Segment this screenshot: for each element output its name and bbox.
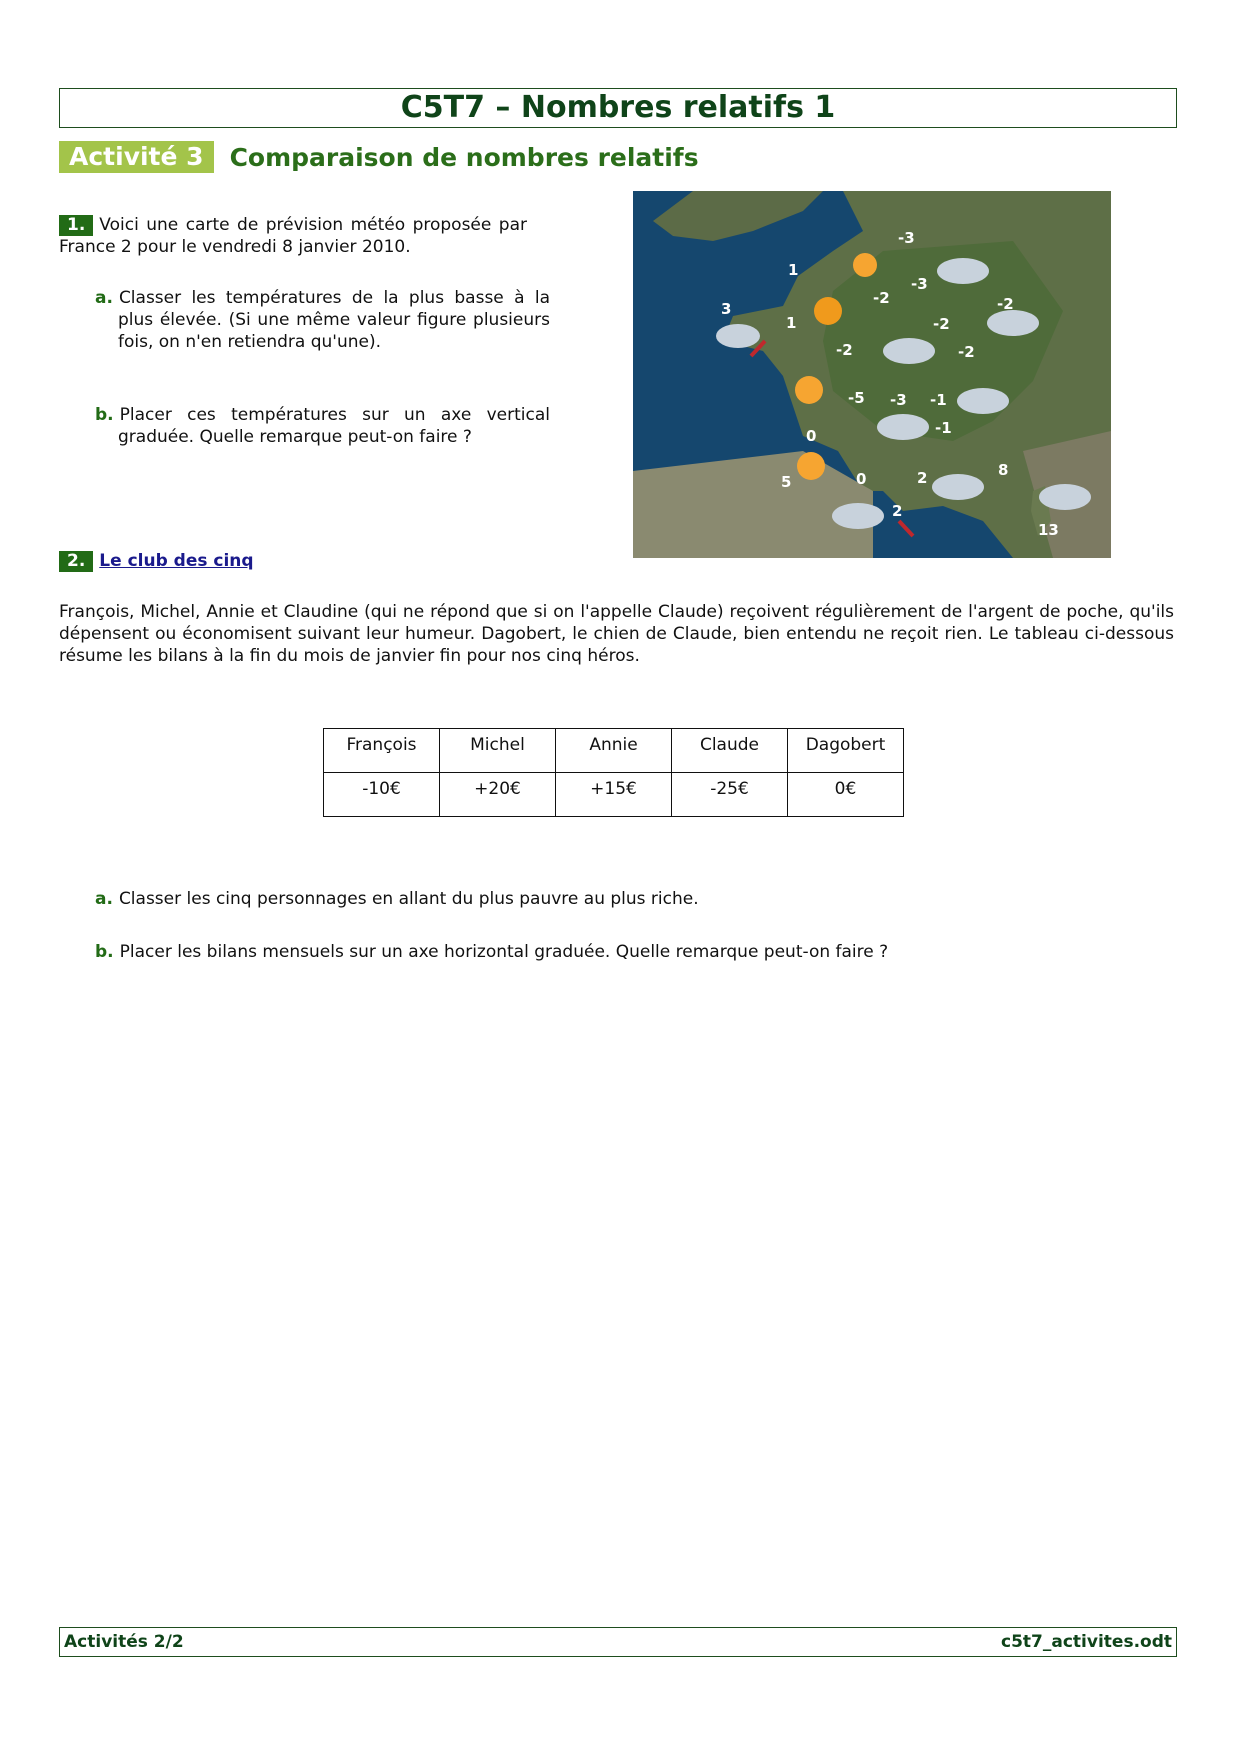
page-title: C5T7 – Nombres relatifs 1 [59, 88, 1177, 128]
question-2a [95, 888, 1095, 910]
activity-title: Comparaison de nombres relatifs [229, 142, 699, 172]
table-cell: +20€ [440, 773, 556, 817]
question-2b-label: b. [95, 942, 114, 962]
temp-label: -2 [836, 341, 853, 359]
balance-table [323, 728, 904, 817]
temp-label: 5 [781, 473, 792, 491]
table-cell: 0€ [788, 773, 904, 817]
question-1a [95, 287, 550, 353]
question-2a-label: a. [95, 889, 113, 909]
table-cell: Claude [672, 729, 788, 773]
question-1b-text: Placer ces températures sur un axe vertical graduée. Quelle remarque peut-on faire ? [118, 405, 550, 447]
table-cell: +15€ [556, 773, 672, 817]
weather-map-svg [633, 191, 1111, 558]
temp-label: -1 [935, 419, 952, 437]
temp-label: 1 [788, 261, 799, 279]
temp-label: -3 [898, 229, 915, 247]
question-1-body: Voici une carte de prévision météo proposée par France 2 pour le vendredi 8 janvier 2010. [59, 215, 527, 257]
table-header-row [324, 729, 904, 773]
question-1a-label: a. [95, 288, 113, 308]
table-cell: Annie [556, 729, 672, 773]
table-cell: Dagobert [788, 729, 904, 773]
question-1b-label: b. [95, 405, 114, 425]
temp-label: 13 [1038, 521, 1059, 539]
page-footer [59, 1627, 1177, 1657]
question-2a-text: Classer les cinq personnages en allant du plus pauvre au plus riche. [118, 889, 699, 909]
activity-header [59, 141, 699, 173]
temp-label: -2 [958, 343, 975, 361]
temp-label: 3 [721, 300, 732, 318]
temp-label: -2 [873, 289, 890, 307]
temp-label: 2 [917, 469, 928, 487]
temp-label: 1 [786, 314, 797, 332]
temp-label: -3 [890, 391, 907, 409]
temp-label: -3 [911, 275, 928, 293]
temp-label: 0 [856, 470, 867, 488]
question-1a-text: Classer les températures de la plus basse à la plus élevée. (Si une même valeur figure plusieurs fois, on n'en retiendra qu'une). [118, 288, 550, 352]
footer-left: Activités 2/2 [64, 1632, 184, 1652]
table-cell: -25€ [672, 773, 788, 817]
question-2-heading [59, 550, 254, 572]
question-1b [95, 404, 550, 448]
temp-label: 2 [892, 502, 903, 520]
table-cell: -10€ [324, 773, 440, 817]
club-des-cinq-link[interactable]: Le club des cinq [99, 551, 254, 571]
story-paragraph: François, Michel, Annie et Claudine (qui ne répond que si on l'appelle Claude) reçoivent régulièrement de l'argent de poche, qu'ils dépensent ou économisent suivant leur humeur. Dagobert, le chien de Claude, bien entendu ne reçoit rien. Le tableau ci-dessous résume les bilans à la fin du mois de janvier fin pour nos cinq héros. [59, 602, 1174, 666]
table-cell: François [324, 729, 440, 773]
question-1-number: 1. [59, 215, 93, 236]
temp-label: -1 [930, 391, 947, 409]
temp-label: -2 [997, 295, 1014, 313]
footer-right: c5t7_activites.odt [1001, 1632, 1172, 1652]
temp-label: 8 [998, 461, 1009, 479]
temp-label: -5 [848, 389, 865, 407]
table-cell: Michel [440, 729, 556, 773]
table-row [324, 773, 904, 817]
question-2b-text: Placer les bilans mensuels sur un axe horizontal graduée. Quelle remarque peut-on faire ? [119, 942, 889, 962]
activity-badge: Activité 3 [59, 141, 214, 173]
question-1-text [59, 214, 527, 258]
temp-label: -2 [933, 315, 950, 333]
question-2-number: 2. [59, 551, 93, 572]
weather-map [633, 191, 1111, 558]
question-2b [95, 941, 1095, 963]
temp-label: 0 [806, 427, 817, 445]
